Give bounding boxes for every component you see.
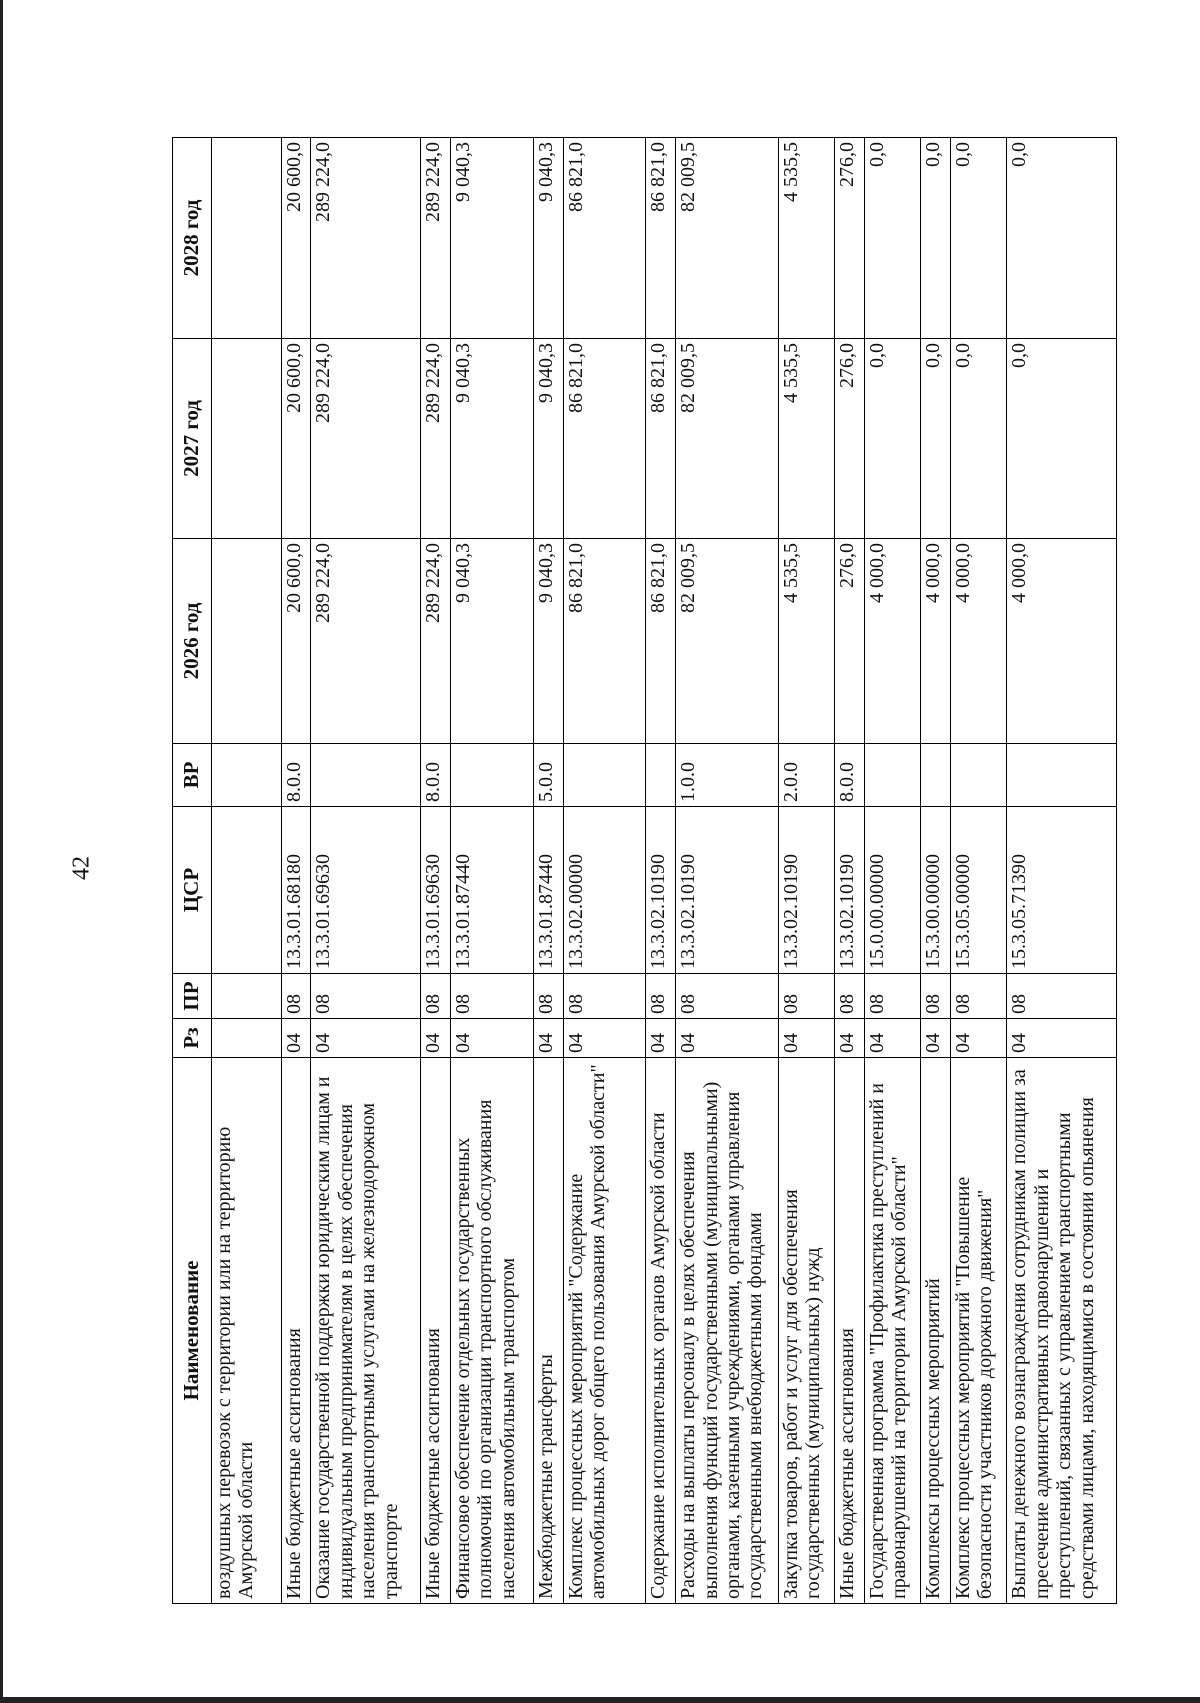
cell-y2028: 86 821,0 [563, 138, 646, 339]
cell-y2027: 0,0 [864, 339, 920, 539]
cell-name: Межбюджетные трансферты [533, 1058, 563, 1604]
cell-name: Закупка товаров, работ и услуг для обеспечения государственных (муниципальных) нужд [778, 1058, 834, 1604]
cell-name: Иные бюджетные ассигнования [834, 1058, 864, 1604]
cell-csr: 13.3.01.69630 [311, 807, 420, 974]
cell-csr [212, 807, 282, 974]
cell-name: Государственная программа "Профилактика преступлений и правонарушений на территории Амурской области" [864, 1058, 920, 1604]
cell-name: Финансовое обеспечение отдельных государственных полномочий по организации транспортного обслуживания населения автомобильным транспортом [450, 1058, 533, 1604]
cell-pr: 08 [1007, 974, 1117, 1019]
cell-y2026: 9 040,3 [533, 539, 563, 744]
table-row [921, 138, 951, 1604]
cell-pr: 08 [951, 974, 1007, 1019]
cell-y2026: 86 821,0 [646, 539, 676, 744]
cell-csr: 13.3.02.10190 [834, 807, 864, 974]
cell-vr: 2.0.0 [778, 744, 834, 807]
cell-y2027: 9 040,3 [533, 339, 563, 539]
table-row [450, 138, 533, 1604]
cell-y2026 [212, 539, 282, 744]
cell-y2026: 4 535,5 [778, 539, 834, 744]
cell-csr: 15.3.05.00000 [951, 807, 1007, 974]
table-row [646, 138, 676, 1604]
cell-csr: 13.3.02.10190 [676, 807, 778, 974]
table-row [676, 138, 778, 1604]
cell-y2027: 82 009,5 [676, 339, 778, 539]
cell-y2026: 4 000,0 [1007, 539, 1117, 744]
cell-y2027: 0,0 [1007, 339, 1117, 539]
cell-rz: 04 [834, 1019, 864, 1058]
header-2027: 2027 год [173, 339, 212, 539]
table-body [212, 138, 1117, 1604]
cell-y2028: 0,0 [1007, 138, 1117, 339]
cell-y2026: 86 821,0 [563, 539, 646, 744]
scan-edge-bottom [0, 1697, 1200, 1703]
cell-pr: 08 [450, 974, 533, 1019]
cell-csr: 13.3.01.87440 [533, 807, 563, 974]
cell-y2028: 0,0 [864, 138, 920, 339]
cell-vr [646, 744, 676, 807]
header-2026: 2026 год [173, 539, 212, 744]
cell-rz: 04 [450, 1019, 533, 1058]
table-row [834, 138, 864, 1604]
cell-vr [864, 744, 920, 807]
cell-vr [951, 744, 1007, 807]
cell-y2028 [212, 138, 282, 339]
cell-vr: 8.0.0 [420, 744, 450, 807]
cell-rz: 04 [1007, 1019, 1117, 1058]
cell-y2028: 20 600,0 [281, 138, 311, 339]
cell-rz: 04 [420, 1019, 450, 1058]
cell-csr: 13.3.01.68180 [281, 807, 311, 974]
cell-rz: 04 [646, 1019, 676, 1058]
cell-pr: 08 [921, 974, 951, 1019]
cell-y2027: 289 224,0 [420, 339, 450, 539]
cell-pr: 08 [420, 974, 450, 1019]
cell-y2028: 276,0 [834, 138, 864, 339]
cell-vr: 5.0.0 [533, 744, 563, 807]
table-row [864, 138, 920, 1604]
cell-y2026: 82 009,5 [676, 539, 778, 744]
table-row [311, 138, 420, 1604]
cell-csr: 15.0.00.00000 [864, 807, 920, 974]
cell-pr: 08 [281, 974, 311, 1019]
cell-y2027: 20 600,0 [281, 339, 311, 539]
cell-name: Комплекс процессных мероприятий "Содержание автомобильных дорог общего пользования Амурской области" [563, 1058, 646, 1604]
cell-pr: 08 [563, 974, 646, 1019]
cell-y2026: 4 000,0 [951, 539, 1007, 744]
cell-y2026: 20 600,0 [281, 539, 311, 744]
cell-pr: 08 [778, 974, 834, 1019]
cell-vr [1007, 744, 1117, 807]
table-row [533, 138, 563, 1604]
cell-pr: 08 [864, 974, 920, 1019]
cell-y2028: 86 821,0 [646, 138, 676, 339]
cell-y2027: 86 821,0 [563, 339, 646, 539]
cell-y2028: 9 040,3 [533, 138, 563, 339]
cell-csr: 13.3.01.87440 [450, 807, 533, 974]
cell-y2028: 0,0 [951, 138, 1007, 339]
cell-rz: 04 [281, 1019, 311, 1058]
table-header-row [173, 138, 212, 1604]
cell-name: Иные бюджетные ассигнования [281, 1058, 311, 1604]
cell-name: воздушных перевозок с территории или на территорию Амурской области [212, 1058, 282, 1604]
cell-vr [921, 744, 951, 807]
cell-csr: 13.3.01.69630 [420, 807, 450, 974]
cell-pr [212, 974, 282, 1019]
cell-pr: 08 [676, 974, 778, 1019]
cell-vr [450, 744, 533, 807]
cell-y2027: 86 821,0 [646, 339, 676, 539]
cell-y2027: 289 224,0 [311, 339, 420, 539]
cell-pr: 08 [533, 974, 563, 1019]
budget-table [172, 137, 1117, 1604]
cell-y2026: 289 224,0 [311, 539, 420, 744]
cell-y2027: 9 040,3 [450, 339, 533, 539]
table-row [212, 138, 282, 1604]
cell-y2027: 0,0 [951, 339, 1007, 539]
cell-csr: 13.3.02.10190 [778, 807, 834, 974]
cell-y2028: 289 224,0 [420, 138, 450, 339]
table-row [951, 138, 1007, 1604]
cell-y2028: 4 535,5 [778, 138, 834, 339]
cell-csr: 15.3.00.00000 [921, 807, 951, 974]
cell-y2028: 9 040,3 [450, 138, 533, 339]
cell-vr [311, 744, 420, 807]
cell-rz: 04 [563, 1019, 646, 1058]
cell-y2027: 0,0 [921, 339, 951, 539]
cell-vr: 1.0.0 [676, 744, 778, 807]
cell-pr: 08 [646, 974, 676, 1019]
cell-y2027: 4 535,5 [778, 339, 834, 539]
header-2028: 2028 год [173, 138, 212, 339]
table-row [420, 138, 450, 1604]
cell-name: Содержание исполнительных органов Амурской области [646, 1058, 676, 1604]
table-row [281, 138, 311, 1604]
cell-rz: 04 [864, 1019, 920, 1058]
cell-pr: 08 [834, 974, 864, 1019]
cell-name: Комплексы процессных мероприятий [921, 1058, 951, 1604]
header-rz: Рз [173, 1019, 212, 1058]
cell-y2026: 289 224,0 [420, 539, 450, 744]
cell-y2027: 276,0 [834, 339, 864, 539]
header-name: Наименование [173, 1058, 212, 1604]
cell-vr [212, 744, 282, 807]
cell-rz: 04 [311, 1019, 420, 1058]
cell-name: Выплаты денежного вознаграждения сотрудникам полиции за пресечение административных правонарушений и преступлений, связанных с управлением транспортными средствами лицами, находящимися в состоянии опьянения [1007, 1058, 1117, 1604]
cell-y2028: 289 224,0 [311, 138, 420, 339]
header-pr: ПР [173, 974, 212, 1019]
cell-vr [563, 744, 646, 807]
cell-rz [212, 1019, 282, 1058]
cell-rz: 04 [778, 1019, 834, 1058]
cell-name: Иные бюджетные ассигнования [420, 1058, 450, 1604]
cell-vr: 8.0.0 [834, 744, 864, 807]
table-row [1007, 138, 1117, 1604]
scan-edge-left [0, 0, 3, 1703]
cell-csr: 15.3.05.71390 [1007, 807, 1117, 974]
cell-y2027 [212, 339, 282, 539]
table-row [563, 138, 646, 1604]
header-csr: ЦСР [173, 807, 212, 974]
cell-rz: 04 [921, 1019, 951, 1058]
cell-y2028: 0,0 [921, 138, 951, 339]
cell-y2026: 4 000,0 [864, 539, 920, 744]
cell-pr: 08 [311, 974, 420, 1019]
rotated-table-container [172, 138, 1117, 1604]
cell-y2026: 9 040,3 [450, 539, 533, 744]
cell-y2026: 4 000,0 [921, 539, 951, 744]
cell-csr: 13.3.02.00000 [563, 807, 646, 974]
header-vr: ВР [173, 744, 212, 807]
cell-name: Расходы на выплаты персоналу в целях обеспечения выполнения функций государственными (муниципальными) органами, казенными учреждениями, органами управления государственными внебюджетными фондами [676, 1058, 778, 1604]
cell-rz: 04 [951, 1019, 1007, 1058]
cell-rz: 04 [676, 1019, 778, 1058]
cell-csr: 13.3.02.10190 [646, 807, 676, 974]
cell-y2026: 276,0 [834, 539, 864, 744]
cell-rz: 04 [533, 1019, 563, 1058]
cell-vr: 8.0.0 [281, 744, 311, 807]
page-number: 42 [68, 856, 95, 880]
cell-name: Комплекс процессных мероприятий "Повышение безопасности участников дорожного движения" [951, 1058, 1007, 1604]
table-row [778, 138, 834, 1604]
cell-name: Оказание государственной поддержки юридическим лицам и индивидуальным предпринимателям в целях обеспечения населения транспортными услугами на железнодорожном транспорте [311, 1058, 420, 1604]
cell-y2028: 82 009,5 [676, 138, 778, 339]
